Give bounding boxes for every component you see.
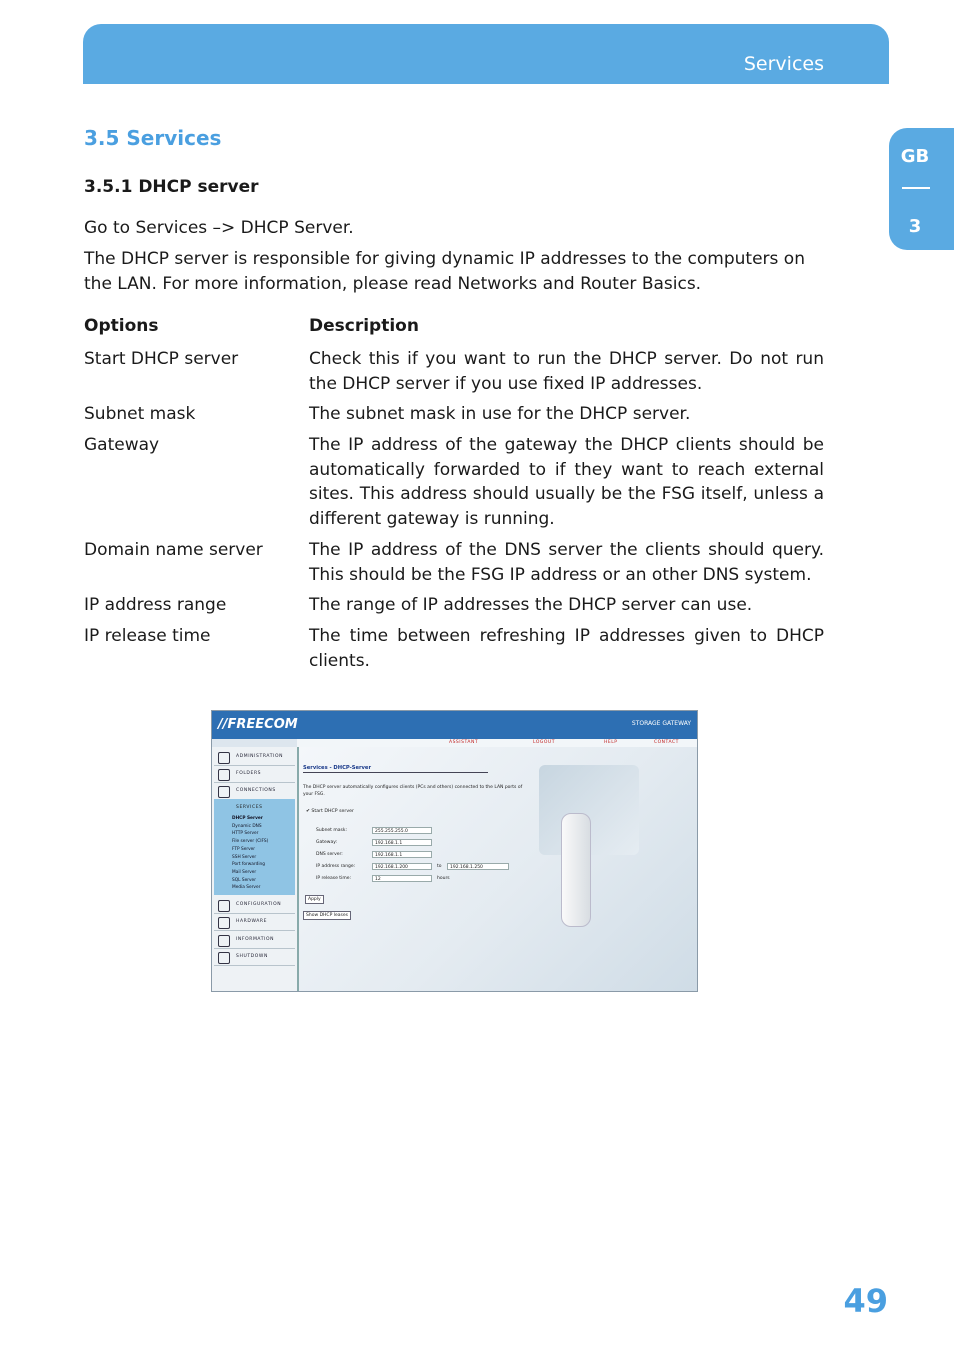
submenu-item[interactable]: HTTP Server bbox=[232, 831, 259, 837]
subsection-heading: 3.5.1 DHCP server bbox=[84, 177, 259, 197]
page-description: The DHCP server automatically configures clients (PCs and others) connected to the LAN ports of your FSG. bbox=[303, 785, 523, 797]
sidebar-item-configuration[interactable] bbox=[214, 897, 295, 914]
nav-assistant[interactable]: ASSISTANT bbox=[449, 740, 479, 745]
nav-logout[interactable]: LOGOUT bbox=[533, 740, 555, 745]
sidebar-label: HARDWARE bbox=[236, 919, 268, 924]
start-dhcp-checkbox[interactable]: ✔ Start DHCP server bbox=[306, 809, 354, 814]
description-header: Description bbox=[309, 316, 419, 336]
option-description: The IP address of the gateway the DHCP clients should be automatically forwarded to if they want to reach external sites. This address should usually be the FSG itself, unless a different gateway is running. bbox=[309, 435, 824, 529]
submenu-item[interactable]: Port forwarding bbox=[232, 862, 266, 868]
folder-icon bbox=[218, 769, 230, 781]
sidebar-item-shutdown[interactable] bbox=[214, 949, 295, 966]
range-label: IP address range: bbox=[316, 864, 356, 869]
submenu-item[interactable]: Mail Server bbox=[232, 869, 257, 875]
gateway-label: Gateway: bbox=[316, 840, 338, 845]
dns-input[interactable]: 192.168.1.1 bbox=[372, 851, 432, 858]
release-input[interactable]: 12 bbox=[372, 875, 432, 882]
freecom-logo: //FREECOM bbox=[218, 717, 298, 732]
submenu-item[interactable]: SSH Server bbox=[232, 854, 257, 860]
intro-paragraph-1: Go to Services –> DHCP Server. bbox=[84, 218, 354, 238]
option-name: Start DHCP server bbox=[84, 349, 239, 369]
submenu-item[interactable]: SQL Server bbox=[232, 877, 256, 883]
submenu-item[interactable]: Media Server bbox=[232, 885, 261, 891]
option-description: The time between refreshing IP addresses given to DHCP clients. bbox=[309, 626, 824, 671]
range-from-input[interactable]: 192.168.1.200 bbox=[372, 863, 432, 870]
sidebar-item-services[interactable] bbox=[214, 799, 295, 895]
nav-help[interactable]: HELP bbox=[604, 740, 618, 745]
apply-button[interactable]: Apply bbox=[305, 895, 324, 904]
sidebar-item-folders[interactable] bbox=[214, 766, 295, 783]
dns-label: DNS server: bbox=[316, 852, 343, 857]
info-icon bbox=[218, 935, 230, 947]
intro-paragraph-2: The DHCP server is responsible for giving dynamic IP addresses to the computers on the LAN. For more information, please read Networks and Router Basics. bbox=[84, 249, 805, 294]
option-name: IP release time bbox=[84, 626, 211, 646]
screenshot-header bbox=[212, 711, 697, 739]
sidebar-label: CONFIGURATION bbox=[236, 902, 282, 907]
sidebar-item-information[interactable] bbox=[214, 932, 295, 949]
header-bar bbox=[83, 24, 889, 84]
option-description: The subnet mask in use for the DHCP server. bbox=[309, 404, 691, 424]
language-label: GB bbox=[900, 146, 930, 167]
sidebar-label: SHUTDOWN bbox=[236, 954, 268, 959]
admin-icon bbox=[218, 752, 230, 764]
subnet-label: Subnet mask: bbox=[316, 828, 347, 833]
subnet-input[interactable]: 255.255.255.0 bbox=[372, 827, 432, 834]
screenshot-sidebar bbox=[212, 747, 299, 991]
page-title: Services - DHCP-Server bbox=[303, 765, 372, 771]
hardware-icon bbox=[218, 917, 230, 929]
network-icon bbox=[218, 786, 230, 798]
config-icon bbox=[218, 900, 230, 912]
tab-divider bbox=[902, 187, 930, 189]
services-submenu bbox=[232, 815, 268, 892]
submenu-item[interactable]: File server (CIFS) bbox=[232, 839, 269, 845]
chapter-number: 3 bbox=[908, 216, 922, 237]
checkbox-label: Start DHCP server bbox=[311, 809, 354, 814]
range-to-label: to bbox=[437, 864, 442, 869]
sidebar-item-administration[interactable] bbox=[214, 749, 295, 766]
sidebar-label: ADMINISTRATION bbox=[236, 754, 284, 759]
page-number: 49 bbox=[843, 1282, 888, 1320]
option-description: The IP address of the DNS server the clients should query. This should be the FSG IP address or an other DNS system. bbox=[309, 540, 824, 585]
sidebar-label: INFORMATION bbox=[236, 937, 275, 942]
screenshot-main bbox=[299, 747, 697, 991]
title-underline bbox=[303, 772, 488, 773]
option-name: Gateway bbox=[84, 435, 160, 455]
sidebar-item-connections[interactable] bbox=[214, 783, 295, 800]
nav-contact[interactable]: CONTACT bbox=[654, 740, 679, 745]
option-name: IP address range bbox=[84, 595, 227, 615]
chapter-tab bbox=[889, 128, 954, 250]
submenu-item[interactable]: DHCP Server bbox=[232, 816, 263, 821]
range-to-input[interactable]: 192.168.1.250 bbox=[447, 863, 509, 870]
sidebar-label: SERVICES bbox=[236, 805, 263, 810]
option-description: The range of IP addresses the DHCP server can use. bbox=[309, 595, 753, 615]
section-heading: 3.5 Services bbox=[84, 126, 222, 150]
option-name: Domain name server bbox=[84, 540, 263, 560]
sidebar-item-hardware[interactable] bbox=[214, 914, 295, 931]
option-name: Subnet mask bbox=[84, 404, 196, 424]
submenu-item[interactable]: FTP Server bbox=[232, 846, 256, 852]
device-illustration bbox=[561, 813, 591, 927]
options-header: Options bbox=[84, 316, 159, 336]
show-leases-button[interactable]: Show DHCP leases bbox=[303, 911, 351, 920]
release-label: IP release time: bbox=[316, 876, 351, 881]
option-description: Check this if you want to run the DHCP server. Do not run the DHCP server if you use fixed IP addresses. bbox=[309, 349, 824, 394]
header-title: Services bbox=[743, 53, 824, 75]
sidebar-label: CONNECTIONS bbox=[236, 788, 276, 793]
shutdown-icon bbox=[218, 952, 230, 964]
brand-label: STORAGE GATEWAY bbox=[631, 720, 691, 727]
gateway-input[interactable]: 192.168.1.1 bbox=[372, 839, 432, 846]
dhcp-screenshot bbox=[211, 710, 698, 992]
sidebar-label: FOLDERS bbox=[236, 771, 262, 776]
release-unit: hours bbox=[437, 876, 450, 881]
submenu-item[interactable]: Dynamic DNS bbox=[232, 823, 262, 829]
